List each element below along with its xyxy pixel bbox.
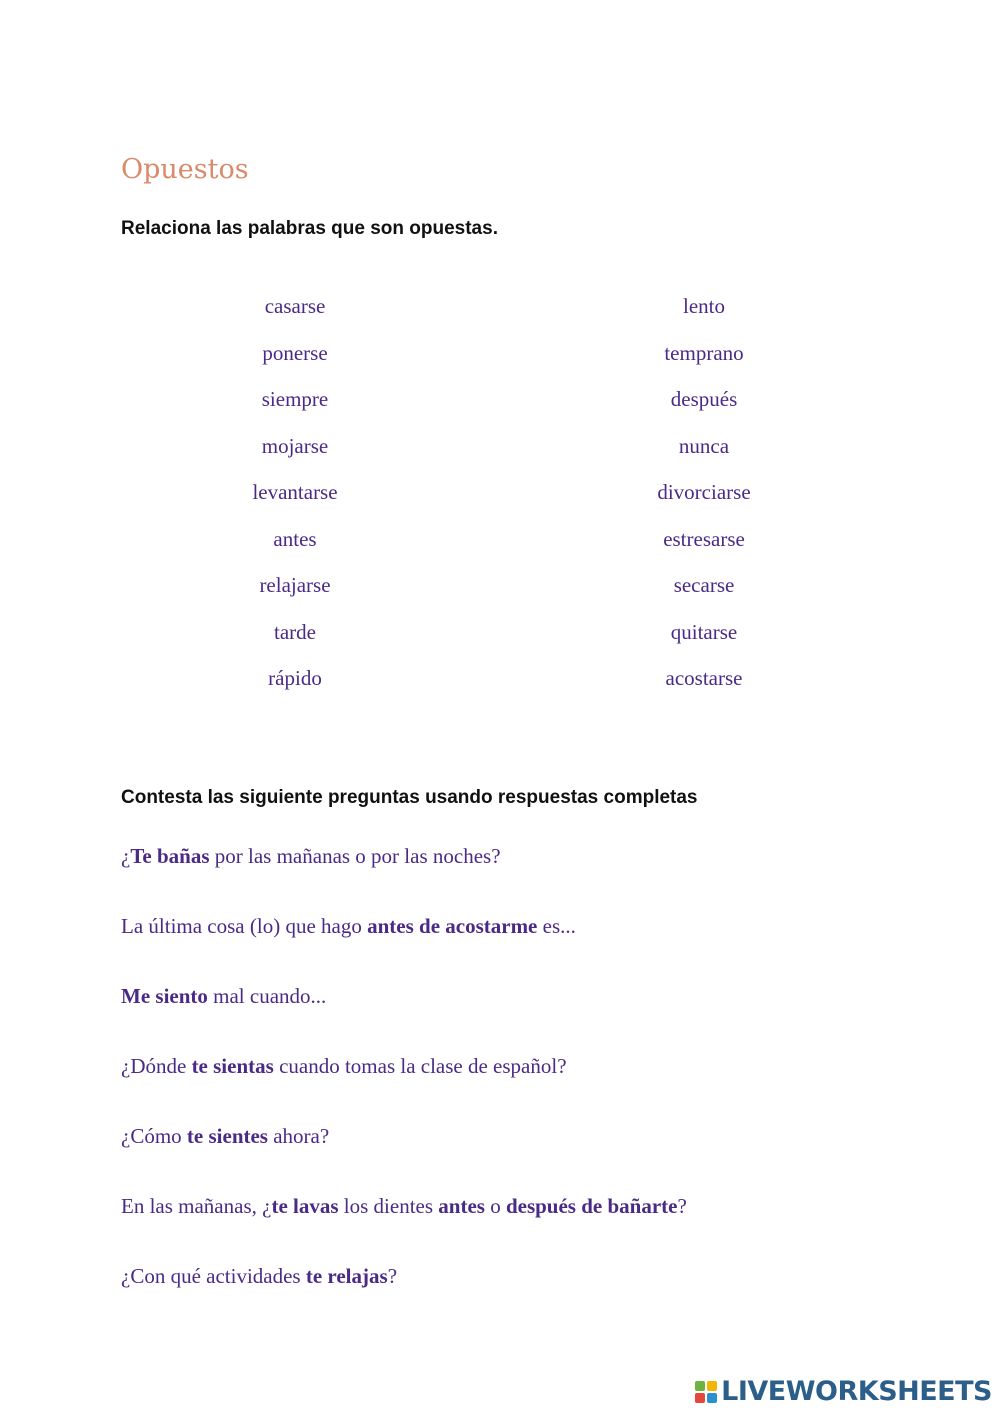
left-word: rápido <box>268 666 322 690</box>
logo-tile <box>695 1393 705 1403</box>
left-word: siempre <box>261 387 329 411</box>
left-word: ponerse <box>262 340 328 365</box>
question-keyword: Me siento <box>121 984 208 1008</box>
question-text: ¿Con qué actividades <box>121 1264 306 1288</box>
left-word: relajarse <box>259 573 331 597</box>
question-text: ¿ <box>121 844 131 868</box>
left-word-list <box>165 288 425 707</box>
question-text: ¿Cómo <box>121 1124 187 1148</box>
question-keyword: Te bañas <box>130 844 210 868</box>
questions-instruction: Contesta las siguiente preguntas usando respuestas completas <box>121 787 698 808</box>
question-keyword: después de bañarte <box>505 1194 678 1218</box>
right-word: acostarse <box>665 666 743 690</box>
logo-tile <box>707 1393 717 1403</box>
question-text: ahora? <box>267 1124 330 1148</box>
logo-tiles-icon <box>695 1381 717 1403</box>
question-text: cuando tomas la clase de español? <box>273 1054 567 1078</box>
question <box>121 1188 687 1258</box>
question-text: ¿Dónde <box>121 1054 192 1078</box>
question <box>121 978 687 1048</box>
question-text: La última cosa (lo) que hago <box>121 914 368 938</box>
right-word: temprano <box>664 340 744 365</box>
question-text: ? <box>387 1264 398 1288</box>
question-keyword: te sientas <box>191 1054 274 1078</box>
question-keyword: te relajas <box>305 1264 388 1288</box>
logo-tile <box>695 1381 705 1391</box>
liveworksheets-logo <box>695 1376 992 1407</box>
right-word-list <box>574 288 834 707</box>
question-text: por las mañanas o por las noches? <box>209 844 501 868</box>
right-word: después <box>670 387 738 411</box>
question <box>121 1118 687 1188</box>
right-word: lento <box>683 294 725 318</box>
right-word: quitarse <box>670 619 738 644</box>
match-instruction: Relaciona las palabras que son opuestas. <box>121 218 498 239</box>
question-text: los dientes <box>338 1194 439 1218</box>
question-text: es... <box>537 914 576 938</box>
question-keyword: te lavas <box>271 1194 339 1218</box>
question <box>121 1048 687 1118</box>
right-word: divorciarse <box>657 480 751 504</box>
left-word: mojarse <box>261 433 329 458</box>
left-word: antes <box>273 526 317 551</box>
right-word: estresarse <box>663 526 745 551</box>
page-title: Opuestos <box>121 154 249 185</box>
logo-tile <box>707 1381 717 1391</box>
right-word: nunca <box>678 433 730 458</box>
left-word: casarse <box>264 294 326 318</box>
question <box>121 908 687 978</box>
left-word: levantarse <box>252 480 338 504</box>
question-text: o <box>484 1194 506 1218</box>
question-text: ? <box>677 1194 687 1218</box>
question-keyword: te sientes <box>186 1124 268 1148</box>
brand-name: LIVEWORKSHEETS <box>721 1376 992 1407</box>
right-word: secarse <box>673 573 735 597</box>
left-word: tarde <box>274 619 316 644</box>
question-list <box>121 838 687 1328</box>
question-text: mal cuando... <box>207 984 327 1008</box>
question-text: En las mañanas, ¿ <box>121 1194 272 1218</box>
question <box>121 1258 687 1328</box>
question-keyword: antes de acostarme <box>367 914 538 938</box>
question-keyword: antes <box>438 1194 485 1218</box>
question <box>121 838 687 908</box>
